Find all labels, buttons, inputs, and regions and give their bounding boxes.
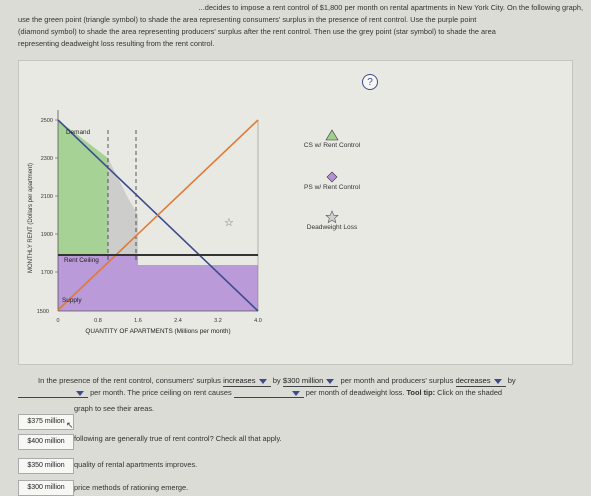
demand-label: Demand bbox=[66, 129, 91, 136]
q-text-6: per month of deadweight loss. bbox=[305, 388, 405, 397]
star-icon[interactable] bbox=[321, 210, 343, 224]
question-line-3: graph to see their areas. bbox=[74, 404, 155, 413]
mouse-cursor-icon: ↖ bbox=[66, 420, 74, 430]
instructions bbox=[18, 2, 583, 50]
y-tick-marks bbox=[55, 120, 58, 272]
ps-change-value: decreases bbox=[455, 376, 491, 385]
question-line-4: following are generally true of rent control? Check all that apply. bbox=[74, 434, 282, 443]
legend-ps bbox=[292, 170, 372, 191]
diamond-icon[interactable] bbox=[321, 170, 343, 184]
y-tick-2300: 2300 bbox=[40, 156, 53, 162]
x-tick-3.2: 3.2 bbox=[214, 318, 222, 324]
question-line-6: price methods of rationing emerge. bbox=[74, 483, 189, 492]
dropdown-option-350[interactable]: $350 million bbox=[18, 458, 74, 474]
chevron-down-icon bbox=[76, 391, 84, 396]
ps-change-dropdown[interactable] bbox=[456, 375, 506, 387]
question-line-5: quality of rental apartments improves. bbox=[74, 460, 198, 469]
y-tick-2100: 2100 bbox=[40, 194, 53, 200]
ps-amount-dropdown[interactable] bbox=[18, 388, 88, 398]
help-icon: ? bbox=[367, 76, 373, 88]
legend-dwl bbox=[292, 210, 372, 231]
y-tick-1700: 1700 bbox=[40, 270, 53, 276]
legend-cs bbox=[292, 128, 372, 149]
x-tick-2.4: 2.4 bbox=[174, 318, 182, 324]
star-point-on-graph[interactable]: ☆ bbox=[224, 216, 234, 229]
chevron-down-icon bbox=[326, 379, 334, 384]
q-text-5: per month. The price ceiling on rent causes bbox=[90, 388, 232, 397]
cs-area[interactable] bbox=[58, 120, 108, 255]
instructions-line-2: use the green point (triangle symbol) to shade the area representing consumers' surplus in the presence of rent control. Use the purple point bbox=[18, 15, 477, 24]
instructions-line-1: ...decides to impose a rent control of $1,800 per month on rental apartments in New York City. On the following graph, bbox=[198, 3, 583, 12]
dwl-legend-label: Deadweight Loss bbox=[306, 224, 358, 231]
x-tick-0.8: 0.8 bbox=[94, 318, 102, 324]
tooltip-bold: Tool tip: bbox=[406, 388, 436, 397]
q-text-1: In the presence of the rent control, consumers' surplus bbox=[38, 376, 221, 385]
cs-amount-value: $300 million bbox=[282, 376, 324, 385]
dropdown-option-400[interactable]: $400 million bbox=[18, 434, 74, 450]
chevron-down-icon bbox=[494, 379, 502, 384]
supply-label: Supply bbox=[62, 297, 82, 304]
help-button[interactable] bbox=[362, 74, 378, 90]
ps-legend-label: PS w/ Rent Control bbox=[303, 184, 361, 191]
surplus-graph[interactable] bbox=[18, 100, 278, 340]
dropdown-option-375[interactable]: $375 million bbox=[18, 414, 74, 430]
x-tick-0: 0 bbox=[56, 318, 60, 324]
instructions-line-3: (diamond symbol) to shade the area representing producers' surplus after the rent control. Then use the grey point (star symbol) to shade the area bbox=[18, 27, 496, 36]
cs-legend-label: CS w/ Rent Control bbox=[303, 142, 361, 149]
y-axis-label: MONTHLY RENT (Dollars per apartment) bbox=[28, 162, 34, 274]
y-tick-2500: 2500 bbox=[40, 118, 53, 124]
question-line-1 bbox=[38, 375, 578, 387]
rent-ceiling-label: Rent Ceiling bbox=[64, 257, 99, 264]
q-text-4: by bbox=[507, 376, 516, 385]
cs-change-dropdown[interactable] bbox=[223, 375, 271, 387]
dropdown-option-300[interactable]: $300 million bbox=[18, 480, 74, 496]
q-text-2: by bbox=[272, 376, 281, 385]
triangle-icon[interactable] bbox=[321, 128, 343, 142]
tooltip-text: Click on the shaded bbox=[437, 388, 503, 397]
chevron-down-icon bbox=[259, 379, 267, 384]
x-tick-4.0: 4.0 bbox=[254, 318, 262, 324]
question-line-2 bbox=[18, 388, 583, 398]
instructions-line-4: representing deadweight loss resulting from the rent control. bbox=[18, 39, 215, 48]
y-tick-1500: 1500 bbox=[36, 309, 49, 315]
chevron-down-icon bbox=[292, 391, 300, 396]
y-tick-1900: 1900 bbox=[40, 232, 53, 238]
dwl-amount-dropdown[interactable] bbox=[234, 388, 304, 398]
x-axis-label: QUANTITY OF APARTMENTS (Millions per month) bbox=[85, 328, 231, 335]
q-text-3: per month and producers' surplus bbox=[340, 376, 454, 385]
cs-change-value: increases bbox=[223, 376, 256, 385]
cs-amount-dropdown[interactable] bbox=[283, 375, 339, 387]
x-tick-1.6: 1.6 bbox=[134, 318, 142, 324]
